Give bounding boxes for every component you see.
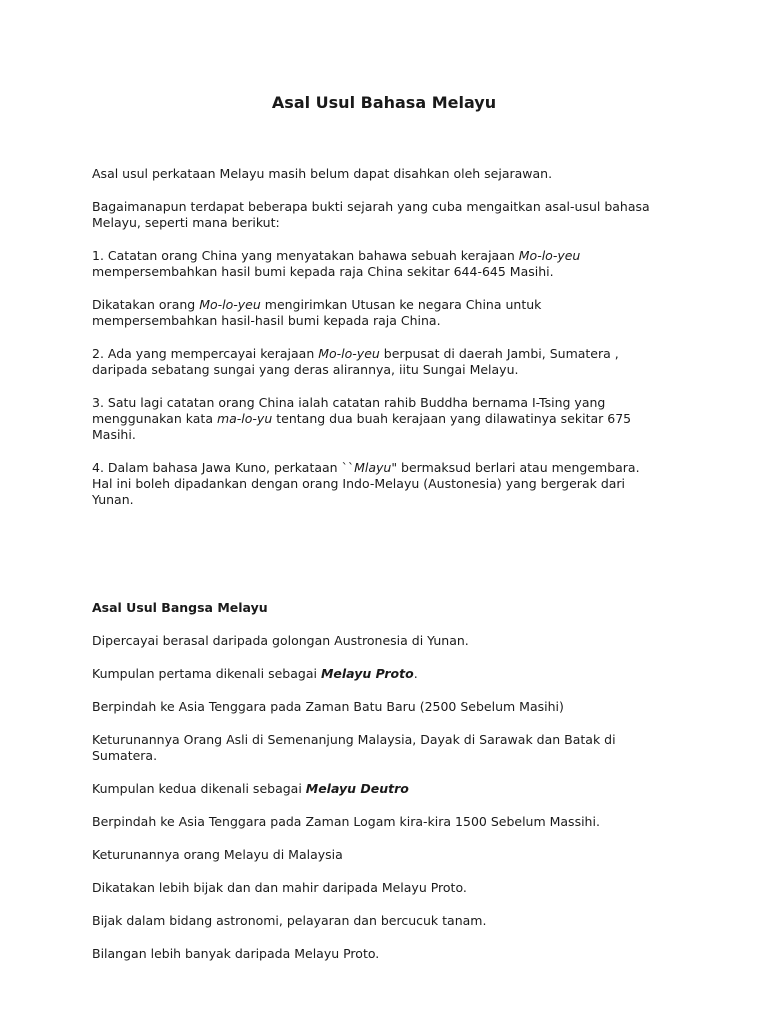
paragraph-text: Asal usul perkataan Melayu masih belum dapat disahkan oleh sejarawan.: [92, 166, 553, 181]
paragraph-s2-4: [92, 732, 682, 764]
paragraph-s2-8: [92, 880, 682, 896]
paragraph-text: Berpindah ke Asia Tenggara pada Zaman Batu Baru (2500 Sebelum Masihi): [92, 699, 564, 714]
section-bahasa: [92, 166, 682, 525]
section-heading: Asal Usul Bangsa Melayu: [92, 600, 268, 615]
paragraph-1: [92, 166, 682, 182]
paragraph-text: Masihi.: [92, 427, 136, 442]
italic-term: Mo-lo-yeu: [518, 248, 581, 263]
paragraph-s2-2: [92, 666, 682, 682]
paragraph-text: Yunan.: [92, 492, 134, 507]
paragraph-text: daripada sebatang sungai yang deras alirannya, iitu Sungai Melayu.: [92, 362, 519, 377]
paragraph-text: mempersembahkan hasil-hasil bumi kepada raja China.: [92, 313, 441, 328]
paragraph-text: Bilangan lebih banyak daripada Melayu Proto.: [92, 946, 380, 961]
paragraph-text: berpusat di daerah Jambi, Sumatera ,: [379, 346, 619, 361]
bold-term: Melayu Proto: [320, 666, 414, 681]
paragraph-s2-10: [92, 946, 682, 962]
paragraph-3: [92, 248, 682, 280]
paragraph-text: Bagaimanapun terdapat beberapa bukti sejarah yang cuba mengaitkan asal-usul bahasa: [92, 199, 650, 214]
paragraph-text: Keturunannya Orang Asli di Semenanjung Malaysia, Dayak di Sarawak dan Batak di: [92, 732, 616, 747]
paragraph-text: 4. Dalam bahasa Jawa Kuno, perkataan ``: [92, 460, 355, 475]
paragraph-text: 1. Catatan orang China yang menyatakan bahawa sebuah kerajaan: [92, 248, 519, 263]
paragraph-text: menggunakan kata: [92, 411, 217, 426]
italic-term: Mo-lo-yeu: [199, 297, 261, 312]
paragraph-7: [92, 460, 682, 508]
paragraph-text: tentang dua buah kerajaan yang dilawatinya sekitar 675: [272, 411, 632, 426]
paragraph-4: [92, 297, 682, 329]
paragraph-text: Dikatakan orang: [92, 297, 200, 312]
paragraph-s2-7: [92, 847, 682, 863]
paragraph-s2-9: [92, 913, 682, 929]
paragraph-text: 2. Ada yang mempercayai kerajaan: [92, 346, 319, 361]
paragraph-text: Keturunannya orang Melayu di Malaysia: [92, 847, 343, 862]
paragraph-6: [92, 395, 682, 443]
italic-term: Mlayu: [354, 460, 392, 475]
paragraph-text: Sumatera.: [92, 748, 158, 763]
paragraph-text: Dipercayai berasal daripada golongan Austronesia di Yunan.: [92, 633, 469, 648]
italic-term: Mo-lo-yeu: [318, 346, 380, 361]
paragraph-text: mempersembahkan hasil bumi kepada raja China sekitar 644-645 Masihi.: [92, 264, 554, 279]
paragraph-text: mengirimkan Utusan ke negara China untuk: [260, 297, 542, 312]
paragraph-text: " bermaksud berlari atau mengembara.: [391, 460, 640, 475]
bold-term: Melayu Deutro: [305, 781, 409, 796]
paragraph-s2-6: [92, 814, 682, 830]
paragraph-2: [92, 199, 682, 231]
paragraph-text: Hal ini boleh dipadankan dengan orang Indo-Melayu (Austonesia) yang bergerak dari: [92, 476, 626, 491]
paragraph-text: 3. Satu lagi catatan orang China ialah catatan rahib Buddha bernama I-Tsing yang: [92, 395, 606, 410]
page-title: Asal Usul Bahasa Melayu: [271, 93, 497, 112]
paragraph-s2-5: [92, 781, 682, 797]
section-bangsa: [92, 600, 682, 979]
paragraph-text: Kumpulan kedua dikenali sebagai: [92, 781, 306, 796]
paragraph-s2-1: [92, 633, 682, 649]
paragraph-text: Kumpulan pertama dikenali sebagai: [92, 666, 321, 681]
paragraph-text: Berpindah ke Asia Tenggara pada Zaman Logam kira-kira 1500 Sebelum Massihi.: [92, 814, 600, 829]
paragraph-text: Bijak dalam bidang astronomi, pelayaran dan bercucuk tanam.: [92, 913, 487, 928]
paragraph-text: .: [413, 666, 418, 681]
italic-term: ma-lo-yu: [216, 411, 273, 426]
paragraph-text: Melayu, seperti mana berikut:: [92, 215, 280, 230]
paragraph-5: [92, 346, 682, 378]
paragraph-s2-3: [92, 699, 682, 715]
paragraph-text: Dikatakan lebih bijak dan dan mahir daripada Melayu Proto.: [92, 880, 467, 895]
